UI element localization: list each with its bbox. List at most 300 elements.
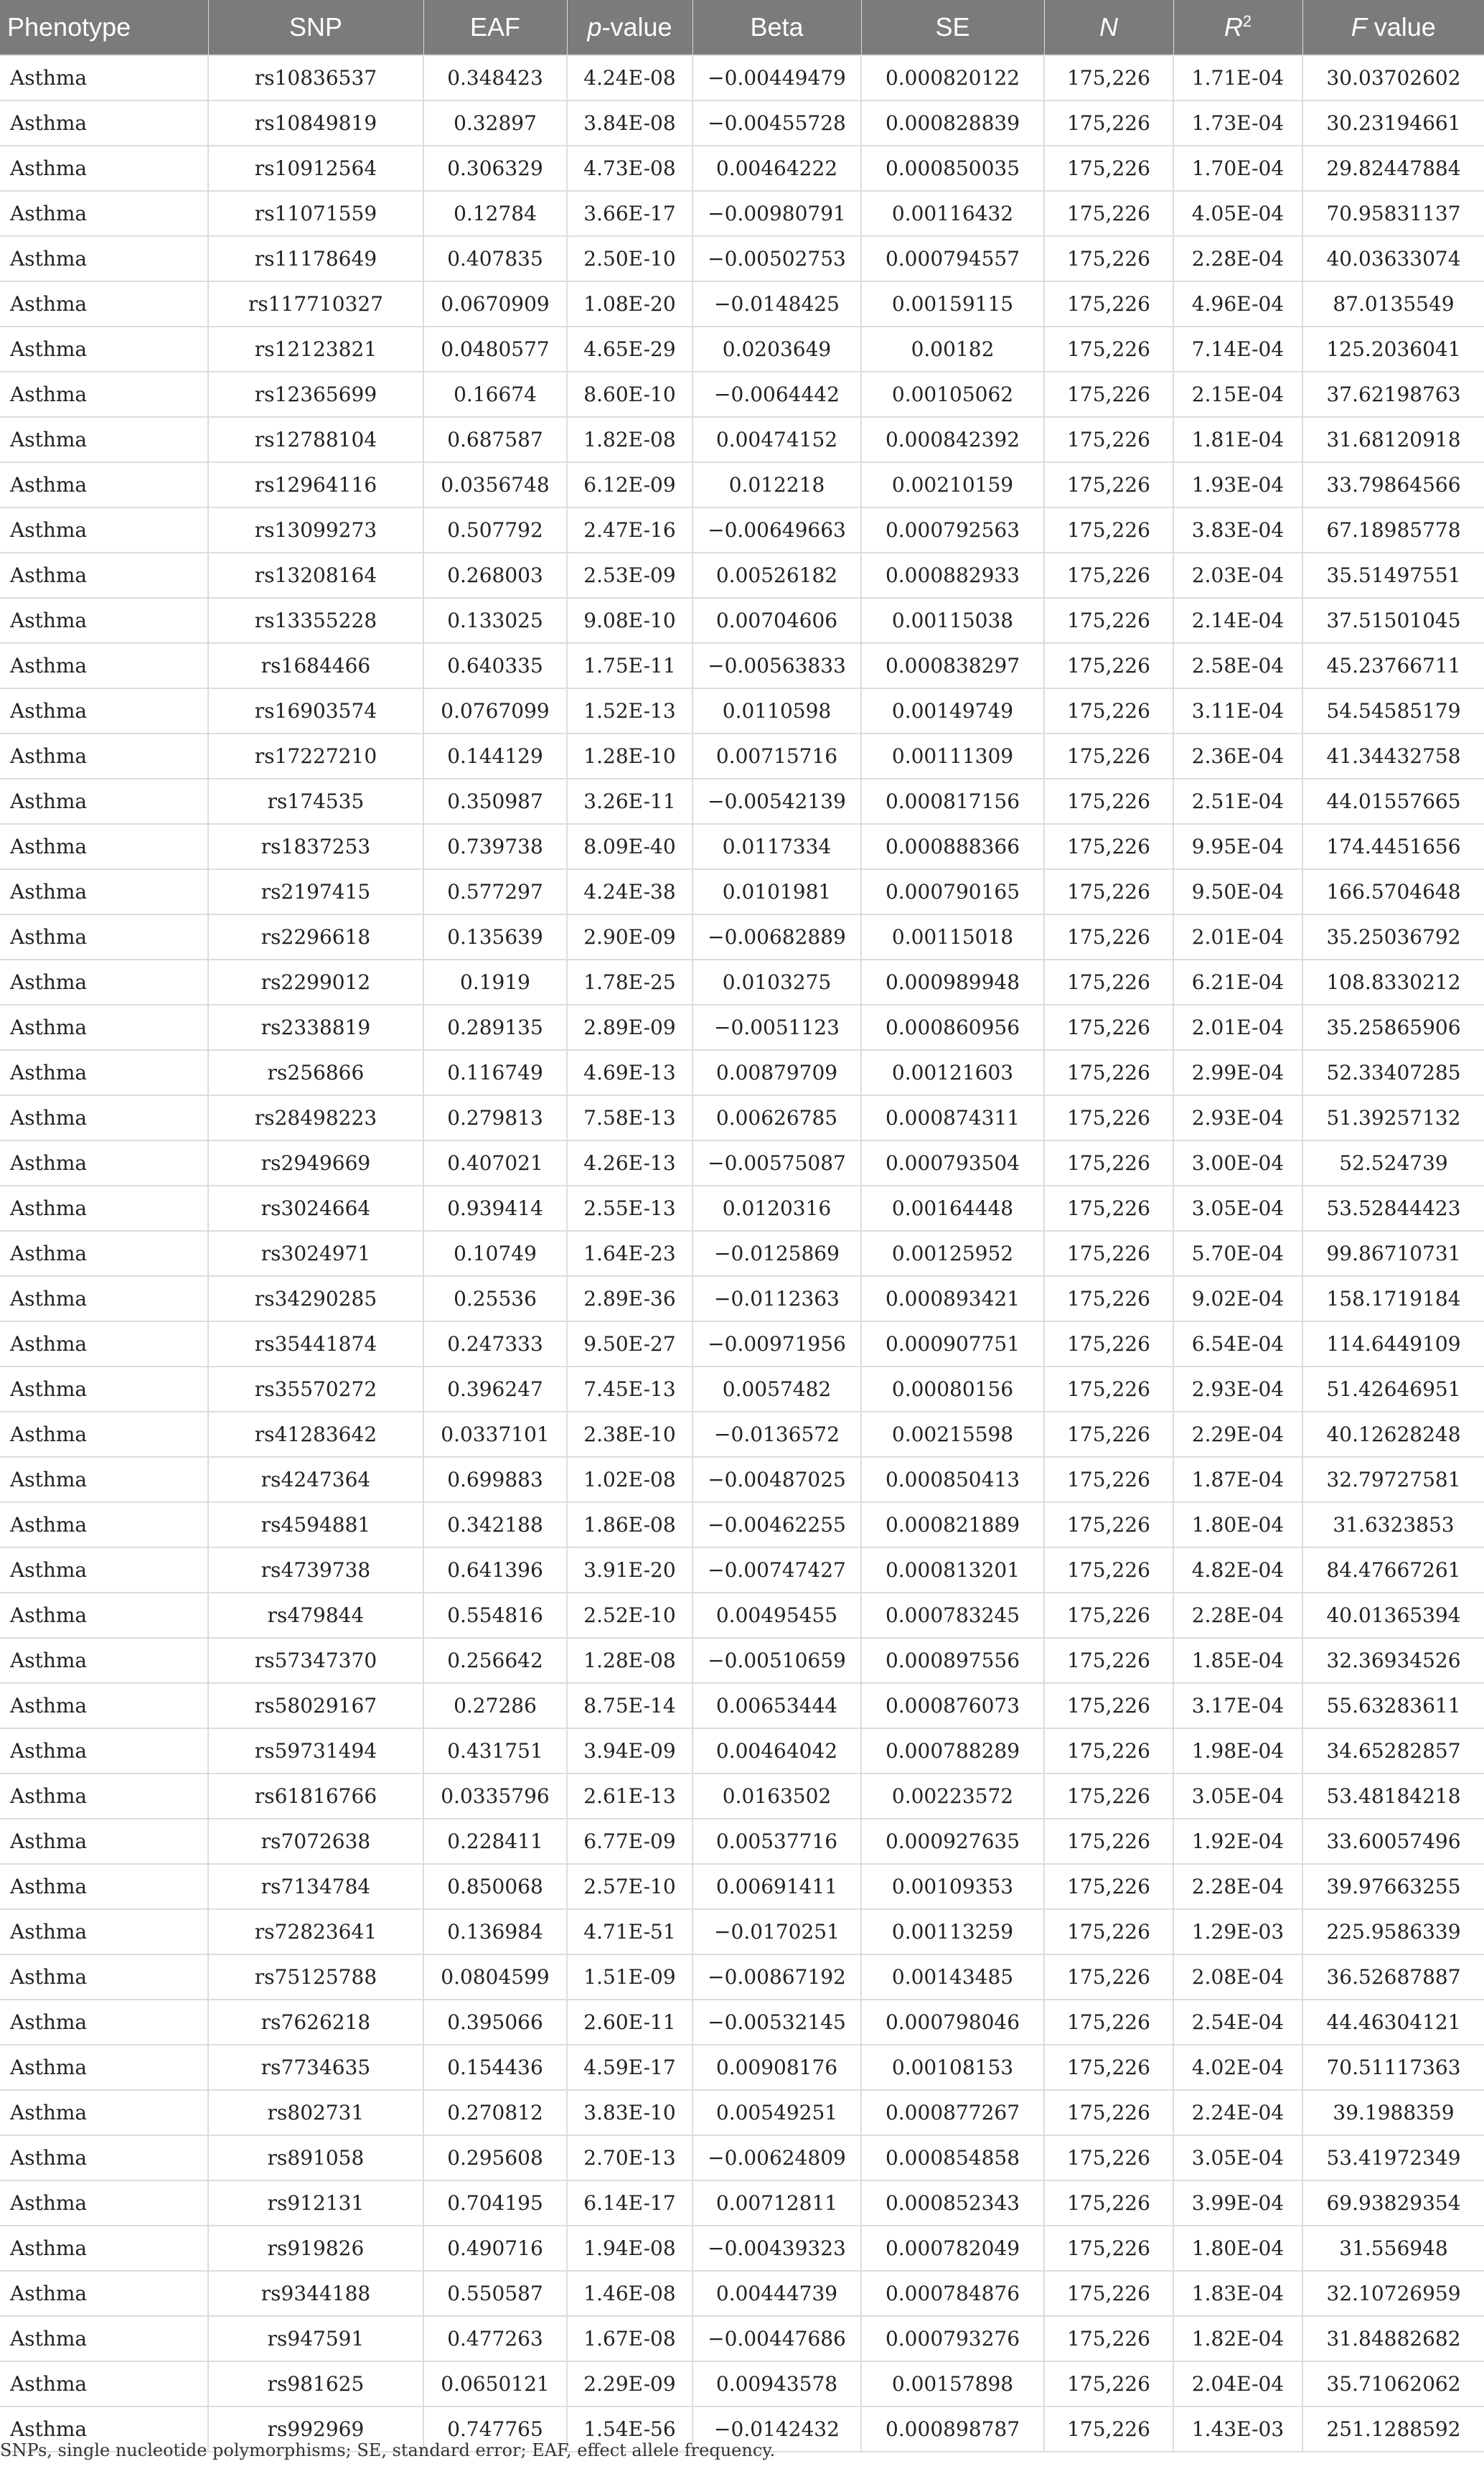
cell-f-value: 40.12628248: [1302, 1412, 1484, 1457]
cell-eaf: 0.136984: [423, 1909, 567, 1954]
cell-eaf: 0.0335796: [423, 1773, 567, 1819]
cell-phenotype: Asthma: [0, 1231, 208, 1276]
cell-p-value: 4.71E-51: [567, 1909, 692, 1954]
cell-f-value: 35.25036792: [1302, 914, 1484, 960]
cell-snp: rs919826: [208, 2226, 423, 2271]
cell-beta: 0.00879709: [692, 1050, 861, 1095]
cell-n: 175,226: [1044, 1683, 1173, 1728]
cell-n: 175,226: [1044, 2316, 1173, 2361]
cell-phenotype: Asthma: [0, 2361, 208, 2407]
table-row: [0, 1502, 1484, 1547]
table-row: [0, 779, 1484, 824]
cell-se: 0.000850035: [861, 146, 1044, 191]
cell-r2: 4.05E-04: [1173, 191, 1302, 236]
cell-f-value: 30.03702602: [1302, 55, 1484, 100]
cell-r2: 1.71E-04: [1173, 55, 1302, 100]
cell-p-value: 3.83E-10: [567, 2090, 692, 2135]
header-f-italic: F: [1351, 12, 1367, 42]
cell-beta: 0.00691411: [692, 1864, 861, 1909]
cell-snp: rs10912564: [208, 146, 423, 191]
cell-se: 0.000898787: [861, 2407, 1044, 2452]
cell-p-value: 2.38E-10: [567, 1412, 692, 1457]
cell-f-value: 31.68120918: [1302, 417, 1484, 462]
cell-n: 175,226: [1044, 1728, 1173, 1773]
cell-phenotype: Asthma: [0, 2180, 208, 2226]
table-row: [0, 1367, 1484, 1412]
cell-snp: rs61816766: [208, 1773, 423, 1819]
cell-snp: rs802731: [208, 2090, 423, 2135]
cell-p-value: 1.78E-25: [567, 960, 692, 1005]
cell-phenotype: Asthma: [0, 236, 208, 281]
cell-beta: 0.0203649: [692, 327, 861, 372]
cell-phenotype: Asthma: [0, 1050, 208, 1095]
table-row: [0, 462, 1484, 507]
cell-snp: rs992969: [208, 2407, 423, 2452]
cell-p-value: 6.12E-09: [567, 462, 692, 507]
cell-eaf: 0.144129: [423, 734, 567, 779]
cell-p-value: 1.28E-08: [567, 1638, 692, 1683]
cell-eaf: 0.0804599: [423, 1954, 567, 2000]
header-p-value: [567, 0, 692, 55]
table-row: [0, 417, 1484, 462]
table-row: [0, 1186, 1484, 1231]
cell-f-value: 99.86710731: [1302, 1231, 1484, 1276]
cell-snp: rs479844: [208, 1593, 423, 1638]
table-row: [0, 2045, 1484, 2090]
cell-se: 0.000927635: [861, 1819, 1044, 1864]
cell-eaf: 0.507792: [423, 507, 567, 553]
cell-beta: 0.0101981: [692, 869, 861, 914]
cell-snp: rs891058: [208, 2135, 423, 2180]
cell-snp: rs117710327: [208, 281, 423, 327]
table-row: [0, 2316, 1484, 2361]
table-row: [0, 2361, 1484, 2407]
cell-phenotype: Asthma: [0, 2226, 208, 2271]
cell-se: 0.000882933: [861, 553, 1044, 598]
cell-r2: 1.70E-04: [1173, 146, 1302, 191]
cell-beta: 0.0110598: [692, 688, 861, 734]
cell-eaf: 0.10749: [423, 1231, 567, 1276]
table-row: [0, 1728, 1484, 1773]
cell-n: 175,226: [1044, 1231, 1173, 1276]
table-row: [0, 1050, 1484, 1095]
cell-r2: 9.95E-04: [1173, 824, 1302, 869]
cell-eaf: 0.279813: [423, 1095, 567, 1140]
cell-se: 0.000874311: [861, 1095, 1044, 1140]
header-p-value-rest: -value: [601, 12, 672, 42]
cell-p-value: 2.50E-10: [567, 236, 692, 281]
cell-beta: 0.00444739: [692, 2271, 861, 2316]
cell-f-value: 40.01365394: [1302, 1593, 1484, 1638]
cell-se: 0.000876073: [861, 1683, 1044, 1728]
cell-snp: rs13099273: [208, 507, 423, 553]
cell-se: 0.000817156: [861, 779, 1044, 824]
cell-f-value: 53.48184218: [1302, 1773, 1484, 1819]
cell-snp: rs2338819: [208, 1005, 423, 1050]
header-se: SE: [861, 0, 1044, 55]
cell-n: 175,226: [1044, 2000, 1173, 2045]
cell-se: 0.00115038: [861, 598, 1044, 643]
cell-f-value: 31.84882682: [1302, 2316, 1484, 2361]
cell-phenotype: Asthma: [0, 1683, 208, 1728]
cell-se: 0.00105062: [861, 372, 1044, 417]
cell-r2: 7.14E-04: [1173, 327, 1302, 372]
cell-f-value: 51.39257132: [1302, 1095, 1484, 1140]
table-row: [0, 960, 1484, 1005]
cell-n: 175,226: [1044, 2361, 1173, 2407]
cell-f-value: 87.0135549: [1302, 281, 1484, 327]
cell-snp: rs16903574: [208, 688, 423, 734]
cell-se: 0.000989948: [861, 960, 1044, 1005]
cell-r2: 2.03E-04: [1173, 553, 1302, 598]
cell-n: 175,226: [1044, 2135, 1173, 2180]
cell-f-value: 37.51501045: [1302, 598, 1484, 643]
cell-phenotype: Asthma: [0, 553, 208, 598]
cell-phenotype: Asthma: [0, 372, 208, 417]
header-p-value-italic: p: [587, 12, 602, 42]
cell-p-value: 2.70E-13: [567, 2135, 692, 2180]
cell-r2: 3.05E-04: [1173, 1186, 1302, 1231]
cell-phenotype: Asthma: [0, 1140, 208, 1186]
cell-beta: 0.00464042: [692, 1728, 861, 1773]
cell-se: 0.000852343: [861, 2180, 1044, 2226]
cell-se: 0.000860956: [861, 1005, 1044, 1050]
cell-r2: 3.00E-04: [1173, 1140, 1302, 1186]
cell-n: 175,226: [1044, 553, 1173, 598]
cell-f-value: 29.82447884: [1302, 146, 1484, 191]
cell-p-value: 4.26E-13: [567, 1140, 692, 1186]
cell-eaf: 0.641396: [423, 1547, 567, 1593]
cell-eaf: 0.0650121: [423, 2361, 567, 2407]
cell-p-value: 4.24E-08: [567, 55, 692, 100]
cell-se: 0.000821889: [861, 1502, 1044, 1547]
cell-snp: rs7134784: [208, 1864, 423, 1909]
header-beta: Beta: [692, 0, 861, 55]
cell-se: 0.000893421: [861, 1276, 1044, 1321]
cell-p-value: 3.94E-09: [567, 1728, 692, 1773]
cell-phenotype: Asthma: [0, 2271, 208, 2316]
cell-beta: −0.0064442: [692, 372, 861, 417]
table-row: [0, 55, 1484, 100]
cell-r2: 2.01E-04: [1173, 1005, 1302, 1050]
cell-beta: 0.00715716: [692, 734, 861, 779]
cell-phenotype: Asthma: [0, 869, 208, 914]
cell-eaf: 0.268003: [423, 553, 567, 598]
table-row: [0, 914, 1484, 960]
cell-phenotype: Asthma: [0, 1367, 208, 1412]
cell-r2: 1.81E-04: [1173, 417, 1302, 462]
cell-p-value: 4.59E-17: [567, 2045, 692, 2090]
cell-f-value: 32.79727581: [1302, 1457, 1484, 1502]
header-n: N: [1044, 0, 1173, 55]
cell-beta: 0.0117334: [692, 824, 861, 869]
cell-n: 175,226: [1044, 688, 1173, 734]
cell-se: 0.00111309: [861, 734, 1044, 779]
cell-p-value: 2.55E-13: [567, 1186, 692, 1231]
cell-f-value: 30.23194661: [1302, 100, 1484, 146]
cell-se: 0.00157898: [861, 2361, 1044, 2407]
table-row: [0, 507, 1484, 553]
cell-n: 175,226: [1044, 2180, 1173, 2226]
cell-f-value: 54.54585179: [1302, 688, 1484, 734]
cell-phenotype: Asthma: [0, 1593, 208, 1638]
cell-eaf: 0.739738: [423, 824, 567, 869]
cell-snp: rs2299012: [208, 960, 423, 1005]
table-row: [0, 1231, 1484, 1276]
cell-beta: −0.00649663: [692, 507, 861, 553]
cell-phenotype: Asthma: [0, 146, 208, 191]
cell-se: 0.00215598: [861, 1412, 1044, 1457]
cell-p-value: 2.53E-09: [567, 553, 692, 598]
header-r2: [1173, 0, 1302, 55]
cell-n: 175,226: [1044, 1005, 1173, 1050]
cell-se: 0.000897556: [861, 1638, 1044, 1683]
cell-snp: rs12365699: [208, 372, 423, 417]
cell-eaf: 0.640335: [423, 643, 567, 688]
cell-p-value: 2.29E-09: [567, 2361, 692, 2407]
cell-snp: rs174535: [208, 779, 423, 824]
cell-p-value: 2.60E-11: [567, 2000, 692, 2045]
cell-p-value: 2.90E-09: [567, 914, 692, 960]
cell-p-value: 7.45E-13: [567, 1367, 692, 1412]
cell-snp: rs9344188: [208, 2271, 423, 2316]
cell-phenotype: Asthma: [0, 1638, 208, 1683]
cell-n: 175,226: [1044, 1457, 1173, 1502]
header-row: [0, 0, 1484, 55]
cell-r2: 2.99E-04: [1173, 1050, 1302, 1095]
cell-se: 0.000783245: [861, 1593, 1044, 1638]
cell-phenotype: Asthma: [0, 1773, 208, 1819]
cell-n: 175,226: [1044, 1412, 1173, 1457]
cell-beta: −0.00624809: [692, 2135, 861, 2180]
cell-f-value: 52.33407285: [1302, 1050, 1484, 1095]
cell-f-value: 84.47667261: [1302, 1547, 1484, 1593]
cell-phenotype: Asthma: [0, 688, 208, 734]
cell-eaf: 0.431751: [423, 1728, 567, 1773]
cell-se: 0.000888366: [861, 824, 1044, 869]
cell-se: 0.00116432: [861, 191, 1044, 236]
cell-se: 0.00143485: [861, 1954, 1044, 2000]
cell-phenotype: Asthma: [0, 734, 208, 779]
cell-p-value: 1.82E-08: [567, 417, 692, 462]
cell-eaf: 0.490716: [423, 2226, 567, 2271]
cell-p-value: 2.52E-10: [567, 1593, 692, 1638]
table-row: [0, 1457, 1484, 1502]
cell-r2: 1.82E-04: [1173, 2316, 1302, 2361]
cell-r2: 6.54E-04: [1173, 1321, 1302, 1367]
cell-eaf: 0.135639: [423, 914, 567, 960]
cell-f-value: 32.36934526: [1302, 1638, 1484, 1683]
cell-se: 0.000828839: [861, 100, 1044, 146]
cell-r2: 2.28E-04: [1173, 1864, 1302, 1909]
table-row: [0, 553, 1484, 598]
cell-r2: 4.02E-04: [1173, 2045, 1302, 2090]
cell-n: 175,226: [1044, 1276, 1173, 1321]
cell-p-value: 7.58E-13: [567, 1095, 692, 1140]
cell-beta: 0.0120316: [692, 1186, 861, 1231]
cell-n: 175,226: [1044, 2271, 1173, 2316]
cell-r2: 1.80E-04: [1173, 2226, 1302, 2271]
cell-beta: −0.00462255: [692, 1502, 861, 1547]
cell-eaf: 0.0670909: [423, 281, 567, 327]
cell-beta: 0.00474152: [692, 417, 861, 462]
cell-n: 175,226: [1044, 1819, 1173, 1864]
table-row: [0, 372, 1484, 417]
cell-f-value: 33.60057496: [1302, 1819, 1484, 1864]
cell-r2: 1.83E-04: [1173, 2271, 1302, 2316]
cell-eaf: 0.116749: [423, 1050, 567, 1095]
cell-eaf: 0.477263: [423, 2316, 567, 2361]
cell-r2: 2.36E-04: [1173, 734, 1302, 779]
cell-p-value: 4.65E-29: [567, 327, 692, 372]
cell-p-value: 1.02E-08: [567, 1457, 692, 1502]
cell-snp: rs256866: [208, 1050, 423, 1095]
cell-se: 0.00121603: [861, 1050, 1044, 1095]
table-row: [0, 146, 1484, 191]
cell-f-value: 166.5704648: [1302, 869, 1484, 914]
header-phenotype: Phenotype: [0, 0, 208, 55]
table-row: [0, 1954, 1484, 2000]
cell-beta: −0.00510659: [692, 1638, 861, 1683]
table-row: [0, 2271, 1484, 2316]
cell-n: 175,226: [1044, 1321, 1173, 1367]
cell-f-value: 251.1288592: [1302, 2407, 1484, 2452]
cell-beta: 0.012218: [692, 462, 861, 507]
cell-p-value: 1.08E-20: [567, 281, 692, 327]
table-footnote: SNPs, single nucleotide polymorphisms; SE, standard error; EAF, effect allele frequency.: [0, 2440, 776, 2460]
header-eaf: EAF: [423, 0, 567, 55]
cell-eaf: 0.27286: [423, 1683, 567, 1728]
cell-eaf: 0.396247: [423, 1367, 567, 1412]
cell-f-value: 35.51497551: [1302, 553, 1484, 598]
cell-phenotype: Asthma: [0, 281, 208, 327]
cell-f-value: 32.10726959: [1302, 2271, 1484, 2316]
cell-p-value: 9.50E-27: [567, 1321, 692, 1367]
cell-beta: 0.00943578: [692, 2361, 861, 2407]
cell-se: 0.00223572: [861, 1773, 1044, 1819]
cell-n: 175,226: [1044, 2407, 1173, 2452]
cell-beta: −0.00439323: [692, 2226, 861, 2271]
cell-n: 175,226: [1044, 462, 1173, 507]
cell-se: 0.000782049: [861, 2226, 1044, 2271]
cell-se: 0.000820122: [861, 55, 1044, 100]
cell-f-value: 41.34432758: [1302, 734, 1484, 779]
table-row: [0, 2226, 1484, 2271]
cell-beta: −0.0142432: [692, 2407, 861, 2452]
table-row: [0, 1547, 1484, 1593]
cell-beta: −0.00449479: [692, 55, 861, 100]
cell-phenotype: Asthma: [0, 100, 208, 146]
cell-phenotype: Asthma: [0, 598, 208, 643]
cell-snp: rs7734635: [208, 2045, 423, 2090]
cell-se: 0.000794557: [861, 236, 1044, 281]
cell-n: 175,226: [1044, 100, 1173, 146]
cell-f-value: 55.63283611: [1302, 1683, 1484, 1728]
cell-snp: rs35441874: [208, 1321, 423, 1367]
cell-snp: rs3024971: [208, 1231, 423, 1276]
cell-r2: 2.08E-04: [1173, 1954, 1302, 2000]
cell-eaf: 0.407021: [423, 1140, 567, 1186]
cell-p-value: 1.51E-09: [567, 1954, 692, 2000]
cell-phenotype: Asthma: [0, 1728, 208, 1773]
cell-beta: 0.00704606: [692, 598, 861, 643]
cell-beta: −0.0051123: [692, 1005, 861, 1050]
table-row: [0, 734, 1484, 779]
cell-eaf: 0.32897: [423, 100, 567, 146]
cell-n: 175,226: [1044, 779, 1173, 824]
table-row: [0, 327, 1484, 372]
cell-r2: 3.83E-04: [1173, 507, 1302, 553]
cell-phenotype: Asthma: [0, 2407, 208, 2452]
cell-p-value: 2.57E-10: [567, 1864, 692, 1909]
table-row: [0, 688, 1484, 734]
cell-r2: 2.28E-04: [1173, 1593, 1302, 1638]
cell-r2: 1.93E-04: [1173, 462, 1302, 507]
cell-snp: rs1684466: [208, 643, 423, 688]
cell-n: 175,226: [1044, 824, 1173, 869]
cell-snp: rs4739738: [208, 1547, 423, 1593]
cell-n: 175,226: [1044, 2090, 1173, 2135]
table-row: [0, 2090, 1484, 2135]
cell-eaf: 0.247333: [423, 1321, 567, 1367]
cell-beta: 0.00495455: [692, 1593, 861, 1638]
cell-beta: −0.0112363: [692, 1276, 861, 1321]
cell-eaf: 0.747765: [423, 2407, 567, 2452]
table-row: [0, 1276, 1484, 1321]
cell-snp: rs35570272: [208, 1367, 423, 1412]
cell-beta: 0.00908176: [692, 2045, 861, 2090]
cell-r2: 2.04E-04: [1173, 2361, 1302, 2407]
cell-n: 175,226: [1044, 1593, 1173, 1638]
cell-f-value: 51.42646951: [1302, 1367, 1484, 1412]
cell-f-value: 35.25865906: [1302, 1005, 1484, 1050]
cell-p-value: 8.60E-10: [567, 372, 692, 417]
cell-phenotype: Asthma: [0, 2135, 208, 2180]
cell-se: 0.000788289: [861, 1728, 1044, 1773]
cell-r2: 2.93E-04: [1173, 1367, 1302, 1412]
cell-f-value: 39.1988359: [1302, 2090, 1484, 2135]
table-row: [0, 1140, 1484, 1186]
cell-beta: 0.00712811: [692, 2180, 861, 2226]
cell-r2: 2.29E-04: [1173, 1412, 1302, 1457]
cell-n: 175,226: [1044, 1638, 1173, 1683]
cell-n: 175,226: [1044, 1502, 1173, 1547]
cell-snp: rs12123821: [208, 327, 423, 372]
cell-snp: rs7626218: [208, 2000, 423, 2045]
cell-se: 0.00210159: [861, 462, 1044, 507]
cell-snp: rs2197415: [208, 869, 423, 914]
table-row: [0, 1095, 1484, 1140]
cell-p-value: 2.89E-09: [567, 1005, 692, 1050]
cell-phenotype: Asthma: [0, 1457, 208, 1502]
cell-p-value: 1.54E-56: [567, 2407, 692, 2452]
cell-phenotype: Asthma: [0, 417, 208, 462]
cell-f-value: 34.65282857: [1302, 1728, 1484, 1773]
cell-r2: 2.51E-04: [1173, 779, 1302, 824]
cell-n: 175,226: [1044, 1909, 1173, 1954]
cell-n: 175,226: [1044, 507, 1173, 553]
cell-p-value: 6.77E-09: [567, 1819, 692, 1864]
cell-se: 0.000798046: [861, 2000, 1044, 2045]
table-row: [0, 824, 1484, 869]
cell-f-value: 44.46304121: [1302, 2000, 1484, 2045]
cell-eaf: 0.348423: [423, 55, 567, 100]
cell-snp: rs912131: [208, 2180, 423, 2226]
cell-n: 175,226: [1044, 734, 1173, 779]
cell-r2: 1.73E-04: [1173, 100, 1302, 146]
cell-beta: 0.00537716: [692, 1819, 861, 1864]
cell-beta: −0.00980791: [692, 191, 861, 236]
